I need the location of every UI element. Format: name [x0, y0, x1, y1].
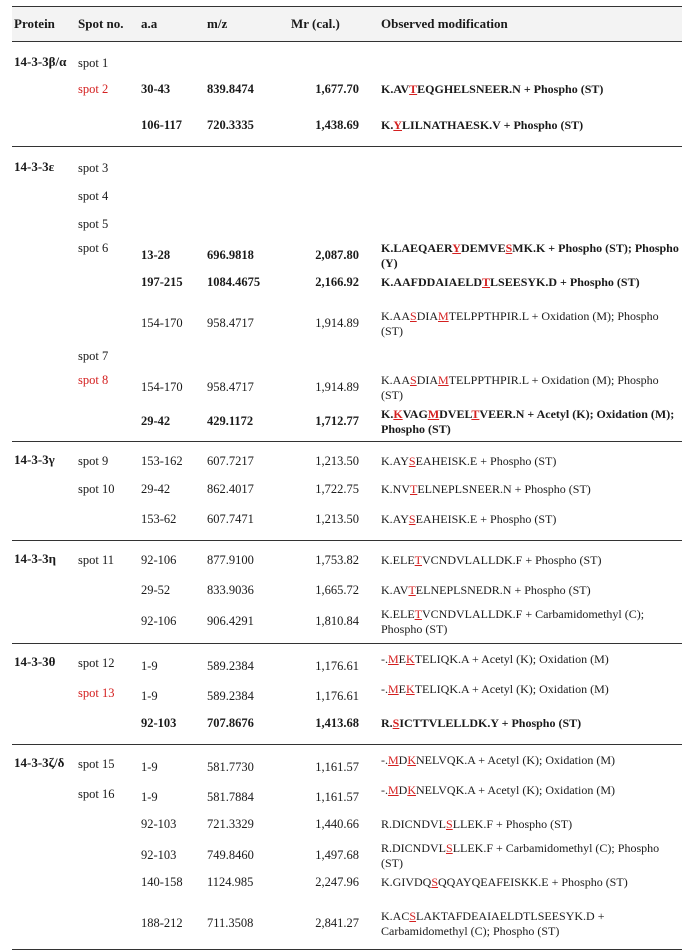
- observed-modification: K.AVTELNEPLSNEDR.N + Phospho (ST): [381, 583, 591, 597]
- mr-value: 1,213.50: [315, 454, 359, 468]
- mr-value: 1,161.57: [315, 760, 359, 774]
- modified-residue: K: [406, 652, 415, 666]
- protein-group: [12, 42, 682, 147]
- spot-number: spot 3: [78, 161, 109, 175]
- header-mz: m/z: [207, 16, 228, 31]
- modified-residue: S: [408, 512, 416, 526]
- amino-acid-range: 92-103: [141, 716, 177, 730]
- modified-residue: T: [414, 607, 422, 621]
- header-mr: Mr (cal.): [291, 16, 340, 31]
- amino-acid-range: 29-42: [141, 482, 171, 496]
- mr-value: 1,213.50: [315, 512, 359, 526]
- amino-acid-range: 188-212: [141, 916, 183, 930]
- modified-residue: K: [407, 783, 417, 797]
- modified-residue: M: [388, 652, 399, 666]
- table-row: [12, 652, 682, 682]
- table-row: [12, 549, 682, 579]
- modified-residue: S: [408, 454, 416, 468]
- table-row: [12, 185, 682, 213]
- observed-modification: K.ELETVCNDVLALLDK.F + Carbamidomethyl (C); Phospho (ST): [381, 607, 645, 636]
- observed-modification: K.AYSEAHEISK.E + Phospho (ST): [381, 512, 557, 526]
- modified-residue: M: [388, 753, 399, 767]
- mz-value: 1124.985: [207, 875, 254, 889]
- mr-value: 2,166.92: [315, 275, 359, 289]
- mz-value: 833.9036: [207, 583, 254, 597]
- modified-residue: K: [407, 753, 417, 767]
- table-body: [12, 42, 682, 950]
- amino-acid-range: 1-9: [141, 790, 158, 804]
- observed-modification: -.MDKNELVQK.A + Acetyl (K); Oxidation (M): [381, 753, 615, 767]
- table-row: [12, 275, 682, 309]
- observed-modification: K.ACSLAKTAFDEAIAELDTLSEESYK.D + Carbamidomethyl (C); Phospho (ST): [381, 909, 605, 938]
- amino-acid-range: 92-106: [141, 553, 177, 567]
- observed-modification: R.DICNDVLSLLEK.F + Carbamidomethyl (C); Phospho (ST): [381, 841, 660, 870]
- modified-residue: T: [409, 82, 418, 96]
- amino-acid-range: 154-170: [141, 316, 183, 330]
- protein-name: 14-3-3ε: [14, 159, 55, 174]
- table-row: [12, 783, 682, 813]
- mr-value: 1,677.70: [315, 82, 359, 96]
- spot-number: spot 16: [78, 787, 115, 801]
- protein-group: [12, 541, 682, 644]
- mr-value: 2,087.80: [315, 248, 359, 262]
- modified-residue: M: [388, 682, 399, 696]
- mr-value: 1,440.66: [315, 817, 359, 831]
- spot-number: spot 7: [78, 349, 109, 363]
- mz-value: 721.3329: [207, 817, 254, 831]
- modified-residue: T: [471, 407, 480, 421]
- protein-name: 14-3-3γ: [14, 452, 55, 467]
- mr-value: 1,161.57: [315, 790, 359, 804]
- observed-modification: K.AAFDDAIAELDTLSEESYK.D + Phospho (ST): [381, 275, 640, 289]
- table-row: [12, 712, 682, 742]
- mz-value: 1084.4675: [207, 275, 261, 289]
- mr-value: 1,665.72: [315, 583, 359, 597]
- table-row: [12, 579, 682, 607]
- table-row: [12, 607, 682, 641]
- protein-group: [12, 745, 682, 950]
- mz-value: 589.2384: [207, 689, 254, 703]
- observed-modification: R.SICTTVLELLDK.Y + Phospho (ST): [381, 716, 582, 730]
- amino-acid-range: 153-162: [141, 454, 183, 468]
- table-row: [12, 450, 682, 478]
- observed-modification: -.MEKTELIQK.A + Acetyl (K); Oxidation (M): [381, 682, 609, 696]
- mr-value: 1,722.75: [315, 482, 359, 496]
- mz-value: 429.1172: [207, 414, 254, 428]
- modified-residue: S: [410, 373, 417, 387]
- header-protein: Protein: [14, 16, 55, 31]
- amino-acid-range: 140-158: [141, 875, 183, 889]
- amino-acid-range: 154-170: [141, 380, 183, 394]
- spot-number: spot 15: [78, 757, 115, 771]
- mr-value: 1,712.77: [315, 414, 359, 428]
- amino-acid-range: 1-9: [141, 659, 158, 673]
- modified-residue: M: [438, 373, 449, 387]
- mz-value: 581.7884: [207, 790, 254, 804]
- amino-acid-range: 30-43: [141, 82, 171, 96]
- table-row: [12, 345, 682, 373]
- modified-residue: Y: [452, 241, 461, 255]
- mz-value: 589.2384: [207, 659, 254, 673]
- mr-value: 1,413.68: [315, 716, 359, 730]
- amino-acid-range: 92-103: [141, 848, 177, 862]
- table-row: [12, 813, 682, 841]
- spot-number: spot 6: [78, 241, 109, 255]
- spot-number: spot 4: [78, 189, 109, 203]
- observed-modification: K.AASDIAMTELPPTHPIR.L + Oxidation (M); Phospho (ST): [381, 309, 659, 338]
- observed-modification: K.AYSEAHEISK.E + Phospho (ST): [381, 454, 557, 468]
- mr-value: 1,914.89: [315, 316, 359, 330]
- modified-residue: T: [408, 583, 416, 597]
- mr-value: 1,810.84: [315, 614, 359, 628]
- mr-value: 1,438.69: [315, 118, 359, 132]
- observed-modification: K.KVAGMDVELTVEER.N + Acetyl (K); Oxidation (M); Phospho (ST): [381, 407, 675, 436]
- table-row: [12, 114, 682, 144]
- header-aa: a.a: [141, 16, 158, 31]
- modified-residue: T: [482, 275, 491, 289]
- amino-acid-range: 1-9: [141, 689, 158, 703]
- table-row: [12, 753, 682, 783]
- amino-acid-range: 29-42: [141, 414, 171, 428]
- amino-acid-range: 92-106: [141, 614, 177, 628]
- modified-residue: S: [505, 241, 513, 255]
- table-row: [12, 82, 682, 114]
- header-spot: Spot no.: [78, 16, 124, 31]
- observed-modification: K.AVTEQGHELSNEER.N + Phospho (ST): [381, 82, 604, 96]
- table-row: [12, 213, 682, 241]
- modified-residue: S: [409, 909, 417, 923]
- spot-number: spot 10: [78, 482, 115, 496]
- spot-number: spot 2: [78, 82, 109, 96]
- modified-residue: S: [392, 716, 400, 730]
- table-row: [12, 875, 682, 909]
- mz-value: 862.4017: [207, 482, 254, 496]
- observed-modification: K.LAEQAERYDEMVESMK.K + Phospho (ST); Phospho (Y): [381, 241, 679, 270]
- observed-modification: K.ELETVCNDVLALLDK.F + Phospho (ST): [381, 553, 602, 567]
- observed-modification: K.NVTELNEPLSNEER.N + Phospho (ST): [381, 482, 591, 496]
- modified-residue: S: [446, 817, 453, 831]
- modified-residue: M: [438, 309, 449, 323]
- mr-value: 1,176.61: [315, 689, 359, 703]
- observed-modification: -.MEKTELIQK.A + Acetyl (K); Oxidation (M): [381, 652, 609, 666]
- table-header: [12, 6, 682, 42]
- mr-value: 2,247.96: [315, 875, 359, 889]
- table-row: [12, 508, 682, 538]
- table-row: [12, 407, 682, 439]
- mz-value: 607.7471: [207, 512, 254, 526]
- table-row: [12, 309, 682, 345]
- observed-modification: K.AASDIAMTELPPTHPIR.L + Oxidation (M); Phospho (ST): [381, 373, 659, 402]
- modified-residue: T: [414, 553, 422, 567]
- header-modification: Observed modification: [381, 16, 508, 31]
- protein-group: [12, 442, 682, 541]
- observed-modification: R.DICNDVLSLLEK.F + Phospho (ST): [381, 817, 573, 831]
- mz-value: 906.4291: [207, 614, 254, 628]
- mr-value: 1,176.61: [315, 659, 359, 673]
- mz-value: 696.9818: [207, 248, 254, 262]
- table-row: [12, 478, 682, 508]
- protein-name: 14-3-3θ: [14, 654, 56, 669]
- mz-value: 707.8676: [207, 716, 254, 730]
- modified-residue: Y: [393, 118, 403, 132]
- protein-group: [12, 147, 682, 442]
- modified-residue: T: [410, 482, 418, 496]
- mz-value: 607.7217: [207, 454, 254, 468]
- table-row: [12, 909, 682, 947]
- mr-value: 1,753.82: [315, 553, 359, 567]
- protein-name: 14-3-3ζ/δ: [14, 755, 65, 770]
- mz-value: 839.8474: [207, 82, 254, 96]
- spot-number: spot 5: [78, 217, 109, 231]
- table-row: [12, 682, 682, 712]
- amino-acid-range: 197-215: [141, 275, 183, 289]
- mr-value: 2,841.27: [315, 916, 359, 930]
- mr-value: 1,497.68: [315, 848, 359, 862]
- observed-modification: K.YLILNATHAESK.V + Phospho (ST): [381, 118, 584, 132]
- spot-number: spot 8: [78, 373, 109, 387]
- modified-residue: S: [446, 841, 453, 855]
- protein-name: 14-3-3η: [14, 551, 57, 566]
- amino-acid-range: 92-103: [141, 817, 177, 831]
- modified-residue: M: [388, 783, 399, 797]
- table-row: [12, 373, 682, 407]
- spot-number: spot 11: [78, 553, 114, 567]
- modified-residue: S: [431, 875, 439, 889]
- table-row: [12, 157, 682, 185]
- spot-number: spot 9: [78, 454, 109, 468]
- protein-name: 14-3-3β/α: [14, 54, 67, 69]
- observed-modification: K.GIVDQSQQAYQEAFEISKK.E + Phospho (ST): [381, 875, 628, 889]
- mz-value: 720.3335: [207, 118, 254, 132]
- spot-number: spot 13: [78, 686, 115, 700]
- table-row: [12, 52, 682, 82]
- amino-acid-range: 1-9: [141, 760, 158, 774]
- amino-acid-range: 13-28: [141, 248, 171, 262]
- mr-value: 1,914.89: [315, 380, 359, 394]
- spot-number: spot 1: [78, 56, 109, 70]
- mz-value: 877.9100: [207, 553, 254, 567]
- modified-residue: K: [406, 682, 415, 696]
- table-row: [12, 241, 682, 275]
- mz-value: 958.4717: [207, 380, 254, 394]
- mz-value: 711.3508: [207, 916, 254, 930]
- amino-acid-range: 153-62: [141, 512, 177, 526]
- amino-acid-range: 29-52: [141, 583, 171, 597]
- spot-number: spot 12: [78, 656, 115, 670]
- modified-residue: S: [410, 309, 417, 323]
- modified-residue: M: [427, 407, 440, 421]
- mz-value: 581.7730: [207, 760, 254, 774]
- protein-group: [12, 644, 682, 745]
- modification-table: [12, 6, 682, 950]
- observed-modification: -.MDKNELVQK.A + Acetyl (K); Oxidation (M): [381, 783, 615, 797]
- table-row: [12, 841, 682, 875]
- mz-value: 958.4717: [207, 316, 254, 330]
- modified-residue: K: [393, 407, 403, 421]
- mz-value: 749.8460: [207, 848, 254, 862]
- amino-acid-range: 106-117: [141, 118, 182, 132]
